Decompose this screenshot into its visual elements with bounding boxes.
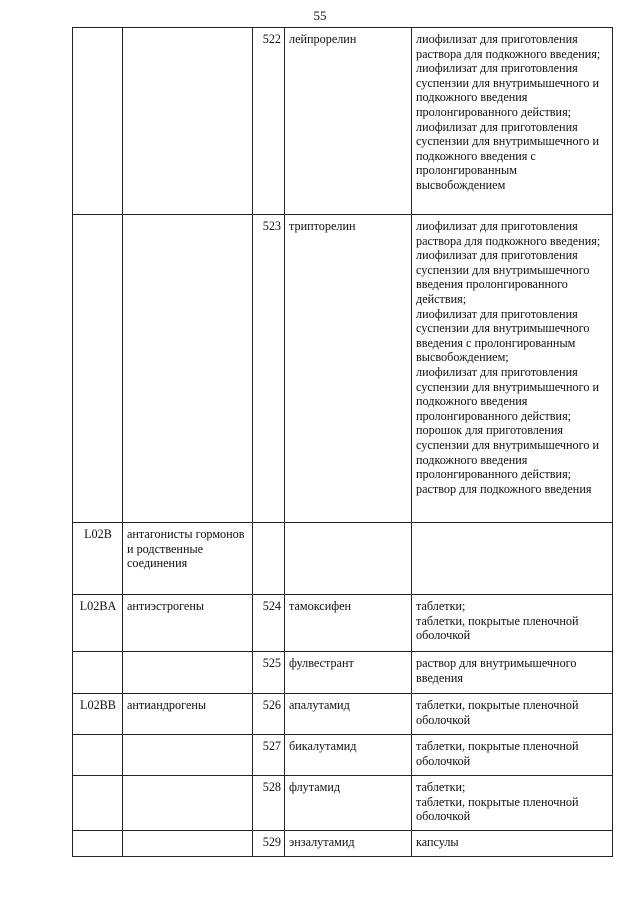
number-cell: 525 <box>253 652 285 694</box>
page-number: 55 <box>313 8 327 23</box>
group-cell <box>123 776 253 831</box>
drug-name-cell: лейпрорелин <box>285 28 412 215</box>
atc-code-cell <box>73 831 123 857</box>
drug-name-cell: энзалутамид <box>285 831 412 857</box>
group-cell: антиэстрогены <box>123 595 253 652</box>
table-row <box>73 28 613 215</box>
drug-table <box>72 27 613 857</box>
dosage-form-line: лиофилизат для приготовления раствора для подкожного введения; <box>416 219 601 248</box>
dosage-form-cell <box>412 595 613 652</box>
drug-name-cell: бикалутамид <box>285 735 412 776</box>
dosage-form-line: порошок для приготовления суспензии для внутримышечного и подкожного введения пролонгированного действия; <box>416 423 600 482</box>
atc-code-cell <box>73 215 123 523</box>
drug-name-cell: флутамид <box>285 776 412 831</box>
dosage-form-line: таблетки, покрытые пленочной оболочкой <box>416 698 579 727</box>
table-row <box>73 831 613 857</box>
number-cell: 528 <box>253 776 285 831</box>
group-cell: антагонисты гормонов и родственные соединения <box>123 523 253 595</box>
group-cell <box>123 652 253 694</box>
dosage-form-line: таблетки; <box>416 780 466 794</box>
table-row <box>73 523 613 595</box>
dosage-form-line: лиофилизат для приготовления суспензии для внутримышечного введения с пролонгированным высвобождением; <box>416 306 590 365</box>
dosage-form-line: раствор для подкожного введения <box>416 481 592 496</box>
dosage-form-cell <box>412 831 613 857</box>
dosage-form-line: лиофилизат для приготовления суспензии для внутримышечного введения пролонгированного действия; <box>416 248 590 306</box>
dosage-form-cell <box>412 652 613 694</box>
dosage-form-cell <box>412 215 613 523</box>
number-cell: 527 <box>253 735 285 776</box>
table-row <box>73 694 613 735</box>
dosage-form-cell <box>412 28 613 215</box>
dosage-form-line: лиофилизат для приготовления суспензии для внутримышечного и подкожного введения с пролонгированным высвобождением <box>416 119 600 192</box>
number-cell: 523 <box>253 215 285 523</box>
dosage-form-cell <box>412 694 613 735</box>
dosage-form-line: таблетки, покрытые пленочной оболочкой <box>416 613 579 643</box>
dosage-form-line: раствор для внутримышечного введения <box>416 656 577 685</box>
number-cell: 524 <box>253 595 285 652</box>
drug-name-cell: трипторелин <box>285 215 412 523</box>
atc-code-cell <box>73 28 123 215</box>
drug-name-cell <box>285 523 412 595</box>
dosage-form-line: таблетки, покрытые пленочной оболочкой <box>416 739 579 768</box>
group-cell <box>123 735 253 776</box>
dosage-form-cell <box>412 735 613 776</box>
drug-name-cell: фулвестрант <box>285 652 412 694</box>
group-cell <box>123 831 253 857</box>
table-row <box>73 776 613 831</box>
number-cell: 529 <box>253 831 285 857</box>
drug-name-cell: тамоксифен <box>285 595 412 652</box>
dosage-form-line: лиофилизат для приготовления суспензии для внутримышечного и подкожного введения пролонгированного действия; <box>416 364 600 423</box>
dosage-form-line: лиофилизат для приготовления раствора для подкожного введения; <box>416 32 601 61</box>
table-row <box>73 215 613 523</box>
group-cell <box>123 215 253 523</box>
atc-code-cell: L02B <box>73 523 123 595</box>
table-row <box>73 652 613 694</box>
atc-code-cell <box>73 652 123 694</box>
atc-code-cell: L02BA <box>73 595 123 652</box>
dosage-form-cell <box>412 776 613 831</box>
number-cell: 522 <box>253 28 285 215</box>
dosage-form-cell <box>412 523 613 595</box>
dosage-form-line: таблетки; <box>416 599 466 613</box>
drug-name-cell: апалутамид <box>285 694 412 735</box>
number-cell: 526 <box>253 694 285 735</box>
group-cell: антиандрогены <box>123 694 253 735</box>
atc-code-cell <box>73 735 123 776</box>
number-cell <box>253 523 285 595</box>
dosage-form-line: капсулы <box>416 835 459 849</box>
group-cell <box>123 28 253 215</box>
atc-code-cell <box>73 776 123 831</box>
dosage-form-line: лиофилизат для приготовления суспензии для внутримышечного и подкожного введения пролонгированного действия; <box>416 61 600 119</box>
table-row <box>73 595 613 652</box>
dosage-form-line: таблетки, покрытые пленочной оболочкой <box>416 794 579 824</box>
table-row <box>73 735 613 776</box>
atc-code-cell: L02BB <box>73 694 123 735</box>
